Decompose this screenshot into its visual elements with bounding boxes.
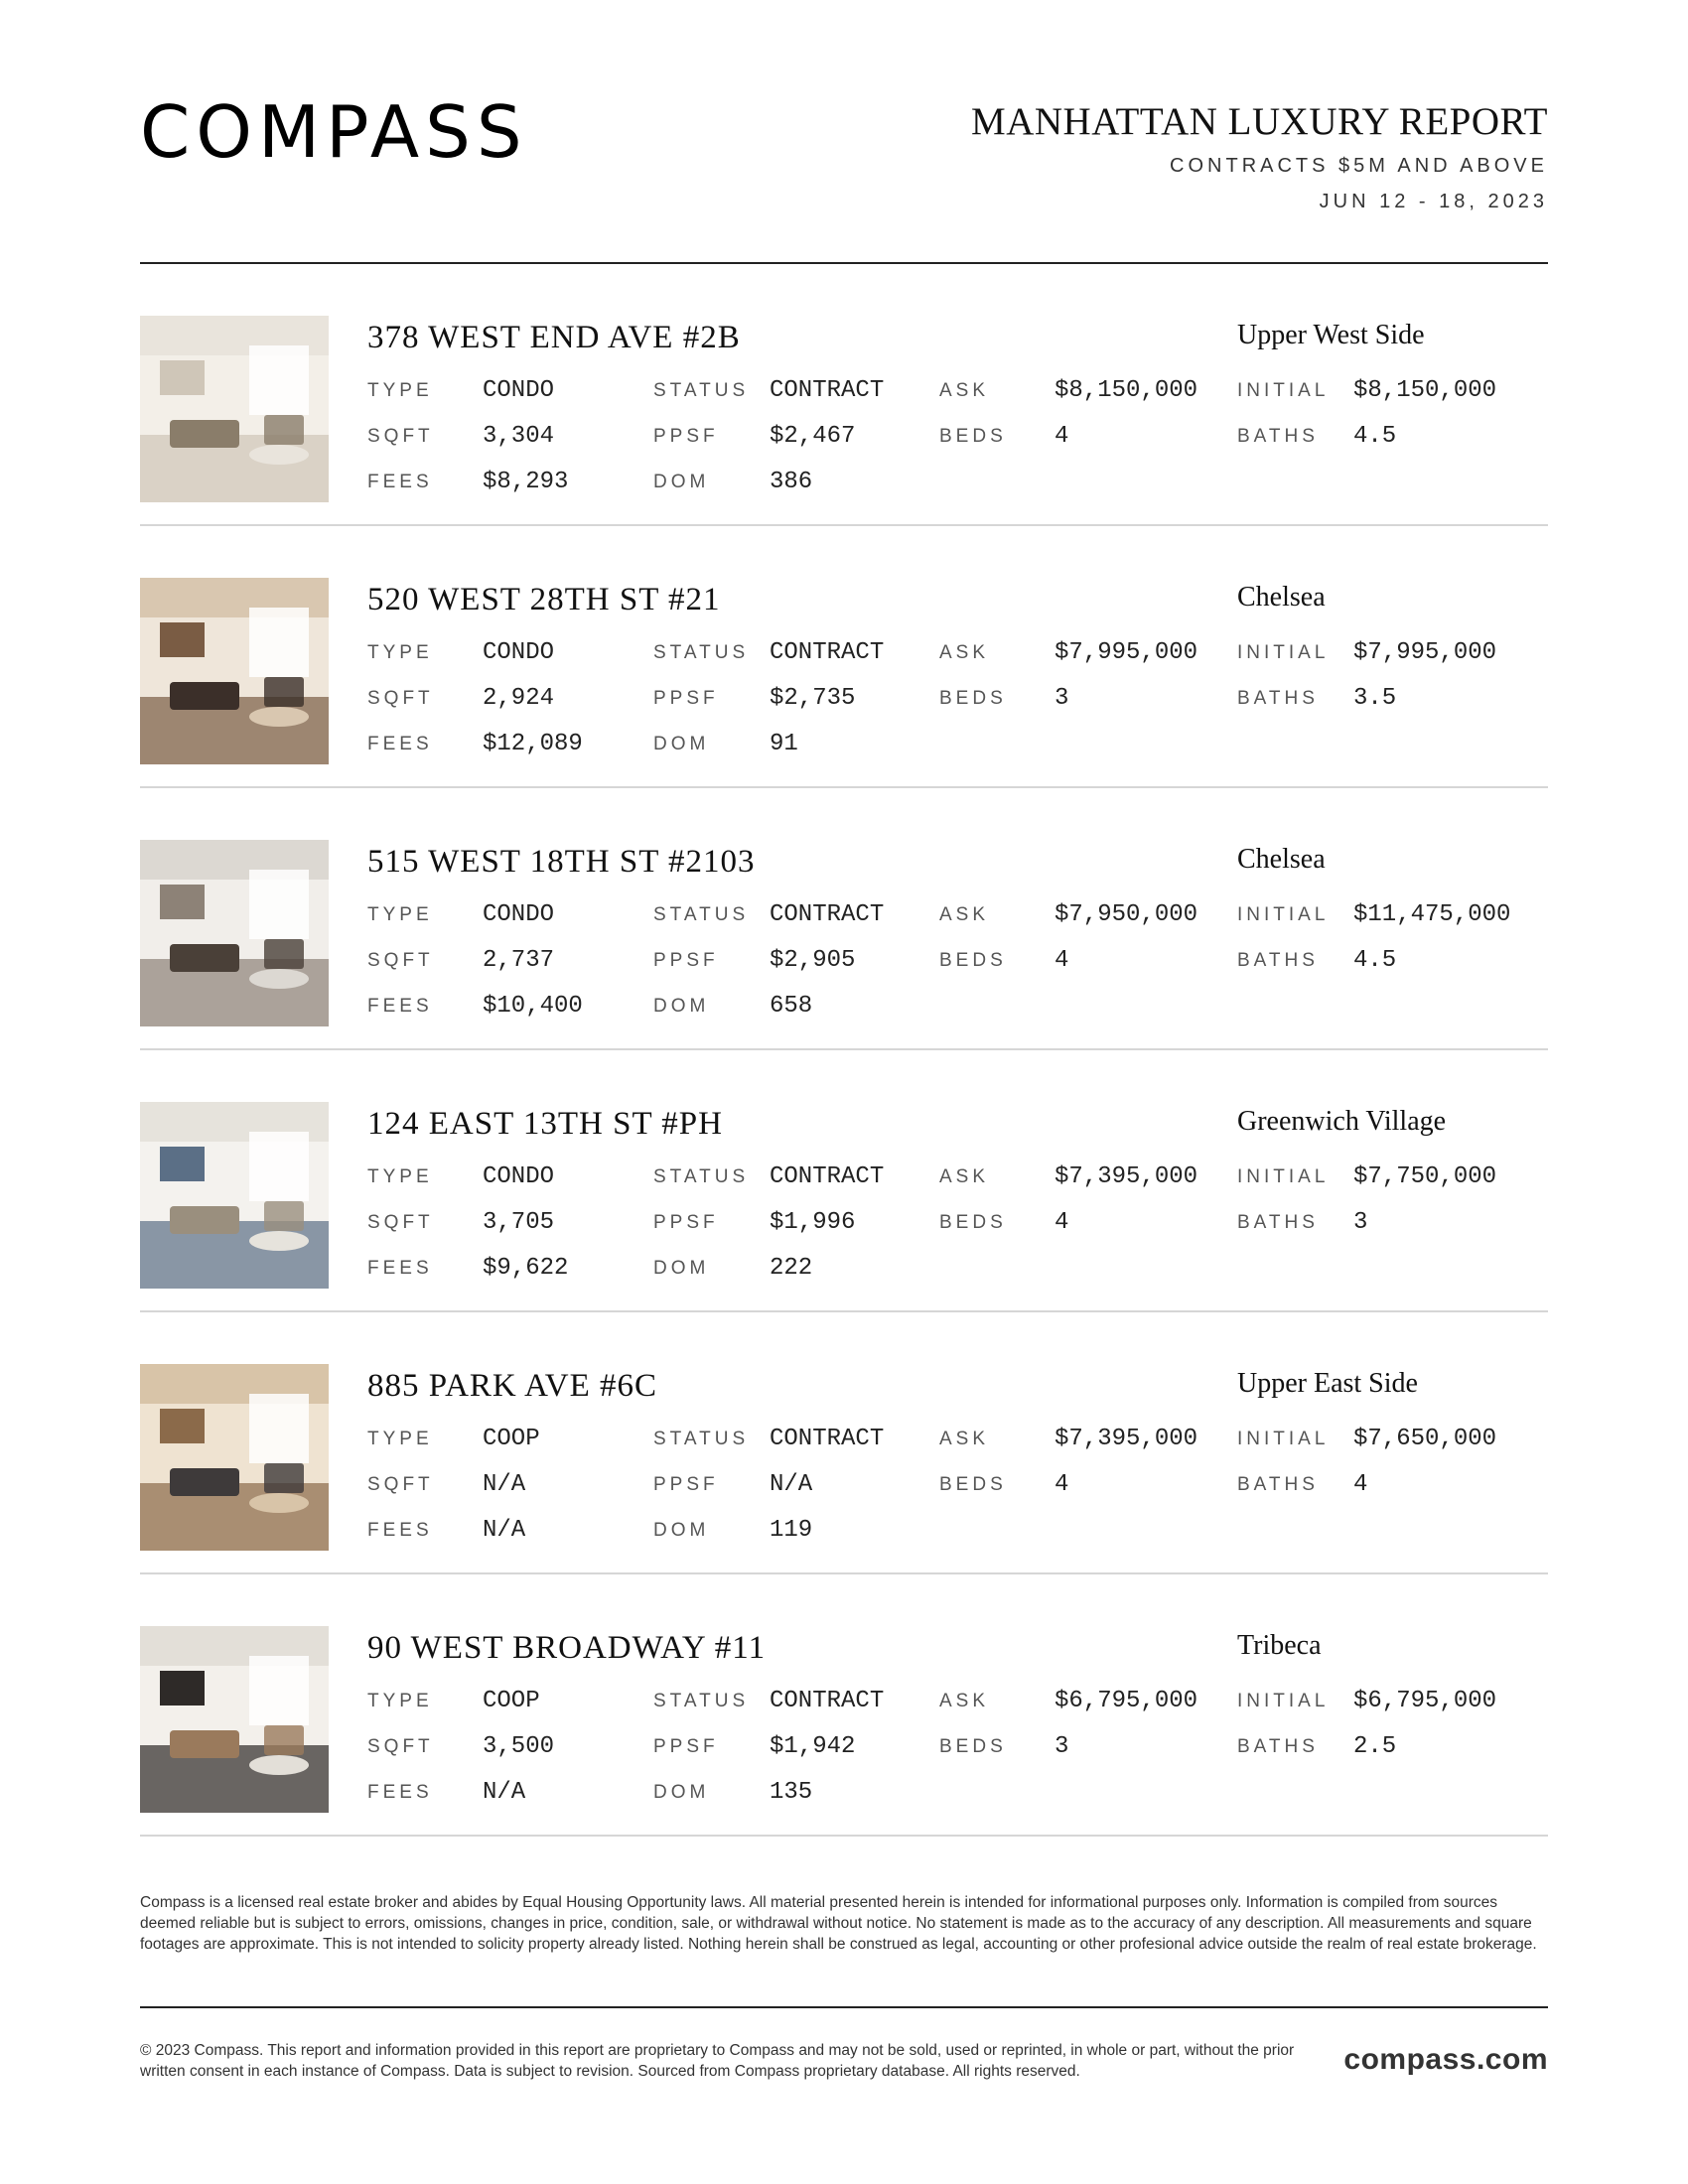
listing-neighborhood: Tribeca (1237, 1630, 1322, 1661)
status-value: CONTRACT (770, 1688, 885, 1714)
status-label: STATUS (653, 1166, 750, 1187)
ask-value: $8,150,000 (1055, 377, 1198, 404)
listing-photo[interactable] (140, 1102, 329, 1289)
status-value: CONTRACT (770, 377, 885, 404)
dom-label: DOM (653, 1520, 710, 1541)
type-label: TYPE (367, 1691, 433, 1711)
ask-label: ASK (939, 642, 990, 663)
beds-value: 4 (1055, 423, 1069, 450)
sqft-label: SQFT (367, 950, 434, 971)
sqft-value: 2,924 (483, 685, 555, 712)
baths-value: 4.5 (1353, 423, 1397, 450)
type-label: TYPE (367, 380, 433, 401)
sqft-label: SQFT (367, 1736, 434, 1757)
baths-value: 3.5 (1353, 685, 1397, 712)
initial-value: $7,995,000 (1353, 639, 1497, 666)
ask-value: $7,395,000 (1055, 1163, 1198, 1190)
listing-row[interactable] (140, 1050, 1548, 1312)
interior-photo-icon (140, 1364, 329, 1551)
initial-value: $7,650,000 (1353, 1426, 1497, 1452)
report-subtitle: CONTRACTS $5M AND ABOVE (1170, 155, 1548, 177)
beds-label: BEDS (939, 950, 1007, 971)
baths-value: 4 (1353, 1471, 1368, 1498)
dom-value: 222 (770, 1255, 813, 1282)
ask-label: ASK (939, 1429, 990, 1449)
baths-label: BATHS (1237, 1212, 1319, 1233)
ppsf-value: $2,735 (770, 685, 856, 712)
fees-value: N/A (483, 1517, 526, 1544)
listing-address[interactable]: 885 PARK AVE #6C (367, 1368, 658, 1404)
dom-value: 386 (770, 469, 813, 495)
baths-value: 4.5 (1353, 947, 1397, 974)
website-link[interactable]: compass.com (1343, 2043, 1548, 2076)
sqft-value: 3,705 (483, 1209, 555, 1236)
initial-label: INITIAL (1237, 642, 1330, 663)
beds-value: 4 (1055, 947, 1069, 974)
listing-address[interactable]: 378 WEST END AVE #2B (367, 320, 741, 355)
listing-address[interactable]: 124 EAST 13TH ST #PH (367, 1106, 723, 1142)
sqft-label: SQFT (367, 426, 434, 447)
ppsf-value: $1,942 (770, 1733, 856, 1760)
fees-label: FEES (367, 1520, 433, 1541)
fees-label: FEES (367, 1782, 433, 1803)
baths-label: BATHS (1237, 1474, 1319, 1495)
status-value: CONTRACT (770, 1426, 885, 1452)
listing-address[interactable]: 90 WEST BROADWAY #11 (367, 1630, 767, 1666)
fees-label: FEES (367, 734, 433, 754)
type-value: CONDO (483, 639, 555, 666)
fees-value: $12,089 (483, 731, 583, 757)
ask-value: $7,995,000 (1055, 639, 1198, 666)
type-value: COOP (483, 1688, 540, 1714)
interior-photo-icon (140, 1626, 329, 1813)
beds-value: 4 (1055, 1471, 1069, 1498)
initial-label: INITIAL (1237, 380, 1330, 401)
ask-label: ASK (939, 1691, 990, 1711)
initial-label: INITIAL (1237, 1429, 1330, 1449)
type-label: TYPE (367, 904, 433, 925)
interior-photo-icon (140, 578, 329, 764)
type-label: TYPE (367, 642, 433, 663)
interior-photo-icon (140, 840, 329, 1026)
ppsf-label: PPSF (653, 426, 719, 447)
listing-address[interactable]: 520 WEST 28TH ST #21 (367, 582, 721, 617)
initial-label: INITIAL (1237, 1166, 1330, 1187)
ask-value: $7,950,000 (1055, 901, 1198, 928)
compass-logo (140, 99, 567, 163)
dom-value: 119 (770, 1517, 813, 1544)
dom-label: DOM (653, 996, 710, 1017)
fees-label: FEES (367, 996, 433, 1017)
footer-divider (140, 2006, 1548, 2008)
baths-label: BATHS (1237, 1736, 1319, 1757)
ask-label: ASK (939, 380, 990, 401)
sqft-label: SQFT (367, 1212, 434, 1233)
compass-logo-mark (140, 99, 567, 163)
status-value: CONTRACT (770, 901, 885, 928)
listing-row[interactable] (140, 526, 1548, 788)
baths-label: BATHS (1237, 950, 1319, 971)
initial-label: INITIAL (1237, 904, 1330, 925)
initial-value: $8,150,000 (1353, 377, 1497, 404)
ppsf-label: PPSF (653, 1474, 719, 1495)
report-header (140, 0, 1548, 263)
sqft-value: 2,737 (483, 947, 555, 974)
dom-label: DOM (653, 734, 710, 754)
status-label: STATUS (653, 642, 750, 663)
status-value: CONTRACT (770, 1163, 885, 1190)
sqft-label: SQFT (367, 1474, 434, 1495)
listing-photo[interactable] (140, 316, 329, 502)
listing-row[interactable] (140, 264, 1548, 526)
initial-value: $11,475,000 (1353, 901, 1511, 928)
initial-label: INITIAL (1237, 1691, 1330, 1711)
ppsf-value: $2,905 (770, 947, 856, 974)
beds-value: 4 (1055, 1209, 1069, 1236)
beds-label: BEDS (939, 1474, 1007, 1495)
interior-photo-icon (140, 316, 329, 502)
listing-address[interactable]: 515 WEST 18TH ST #2103 (367, 844, 756, 880)
compass-logo-text: COMPASS (140, 99, 528, 163)
report-date-range: JUN 12 - 18, 2023 (1319, 191, 1548, 212)
baths-label: BATHS (1237, 426, 1319, 447)
sqft-value: 3,304 (483, 423, 555, 450)
listing-neighborhood: Greenwich Village (1237, 1106, 1447, 1137)
interior-photo-icon (140, 1102, 329, 1289)
type-value: CONDO (483, 1163, 555, 1190)
fees-label: FEES (367, 1258, 433, 1279)
type-value: COOP (483, 1426, 540, 1452)
baths-value: 3 (1353, 1209, 1368, 1236)
ask-value: $7,395,000 (1055, 1426, 1198, 1452)
fees-value: $8,293 (483, 469, 569, 495)
listing-neighborhood: Chelsea (1237, 844, 1326, 875)
listing-photo[interactable] (140, 1364, 329, 1551)
ask-value: $6,795,000 (1055, 1688, 1198, 1714)
type-label: TYPE (367, 1166, 433, 1187)
listing-neighborhood: Upper East Side (1237, 1368, 1418, 1399)
listing-row[interactable] (140, 788, 1548, 1050)
type-value: CONDO (483, 377, 555, 404)
fees-value: $9,622 (483, 1255, 569, 1282)
dom-label: DOM (653, 472, 710, 492)
dom-label: DOM (653, 1782, 710, 1803)
listings-list (140, 264, 1548, 1837)
dom-value: 658 (770, 993, 813, 1020)
dom-label: DOM (653, 1258, 710, 1279)
listing-row[interactable] (140, 1312, 1548, 1574)
baths-value: 2.5 (1353, 1733, 1397, 1760)
listing-neighborhood: Chelsea (1237, 582, 1326, 613)
ppsf-value: $1,996 (770, 1209, 856, 1236)
ppsf-value: N/A (770, 1471, 813, 1498)
type-value: CONDO (483, 901, 555, 928)
status-label: STATUS (653, 904, 750, 925)
type-label: TYPE (367, 1429, 433, 1449)
ppsf-label: PPSF (653, 1212, 719, 1233)
listing-photo[interactable] (140, 578, 329, 764)
ask-label: ASK (939, 1166, 990, 1187)
initial-value: $7,750,000 (1353, 1163, 1497, 1190)
baths-label: BATHS (1237, 688, 1319, 709)
status-label: STATUS (653, 380, 750, 401)
sqft-value: 3,500 (483, 1733, 555, 1760)
dom-value: 135 (770, 1779, 813, 1806)
beds-label: BEDS (939, 1736, 1007, 1757)
sqft-value: N/A (483, 1471, 526, 1498)
fees-value: N/A (483, 1779, 526, 1806)
fees-value: $10,400 (483, 993, 583, 1020)
status-label: STATUS (653, 1691, 750, 1711)
listing-row[interactable] (140, 1574, 1548, 1837)
status-label: STATUS (653, 1429, 750, 1449)
ppsf-label: PPSF (653, 950, 719, 971)
listing-photo[interactable] (140, 840, 329, 1026)
beds-value: 3 (1055, 685, 1069, 712)
fees-label: FEES (367, 472, 433, 492)
legal-disclaimer: Compass is a licensed real estate broker and abides by Equal Housing Opportunity laws. All material presented herein is intended for informational purposes only. Information is compiled from sources deemed reliable but is subject to errors, omissions, changes in price, condition, sale, or withdrawal without notice. No statement is made as to the accuracy of any description. All measurements and square footages are approximate. This is not intended to solicity property already listed. Nothing herein shall be construed as legal, accounting or other profesional advice outside the realm of real estate brokerage. (140, 1894, 1537, 1953)
sqft-label: SQFT (367, 688, 434, 709)
listing-neighborhood: Upper West Side (1237, 320, 1425, 350)
beds-label: BEDS (939, 1212, 1007, 1233)
beds-label: BEDS (939, 688, 1007, 709)
listing-photo[interactable] (140, 1626, 329, 1813)
ppsf-label: PPSF (653, 1736, 719, 1757)
ask-label: ASK (939, 904, 990, 925)
beds-value: 3 (1055, 1733, 1069, 1760)
status-value: CONTRACT (770, 639, 885, 666)
ppsf-value: $2,467 (770, 423, 856, 450)
initial-value: $6,795,000 (1353, 1688, 1497, 1714)
beds-label: BEDS (939, 426, 1007, 447)
dom-value: 91 (770, 731, 798, 757)
ppsf-label: PPSF (653, 688, 719, 709)
report-title: MANHATTAN LUXURY REPORT (971, 100, 1548, 143)
copyright-notice: © 2023 Compass. This report and information provided in this report are proprietary to Compass and may not be sold, used or reprinted, in whole or part, without the prior written consent in each instance of Compass. Data is subject to revision. Sourced from Compass proprietary database. All rights reserved. (140, 2042, 1295, 2080)
